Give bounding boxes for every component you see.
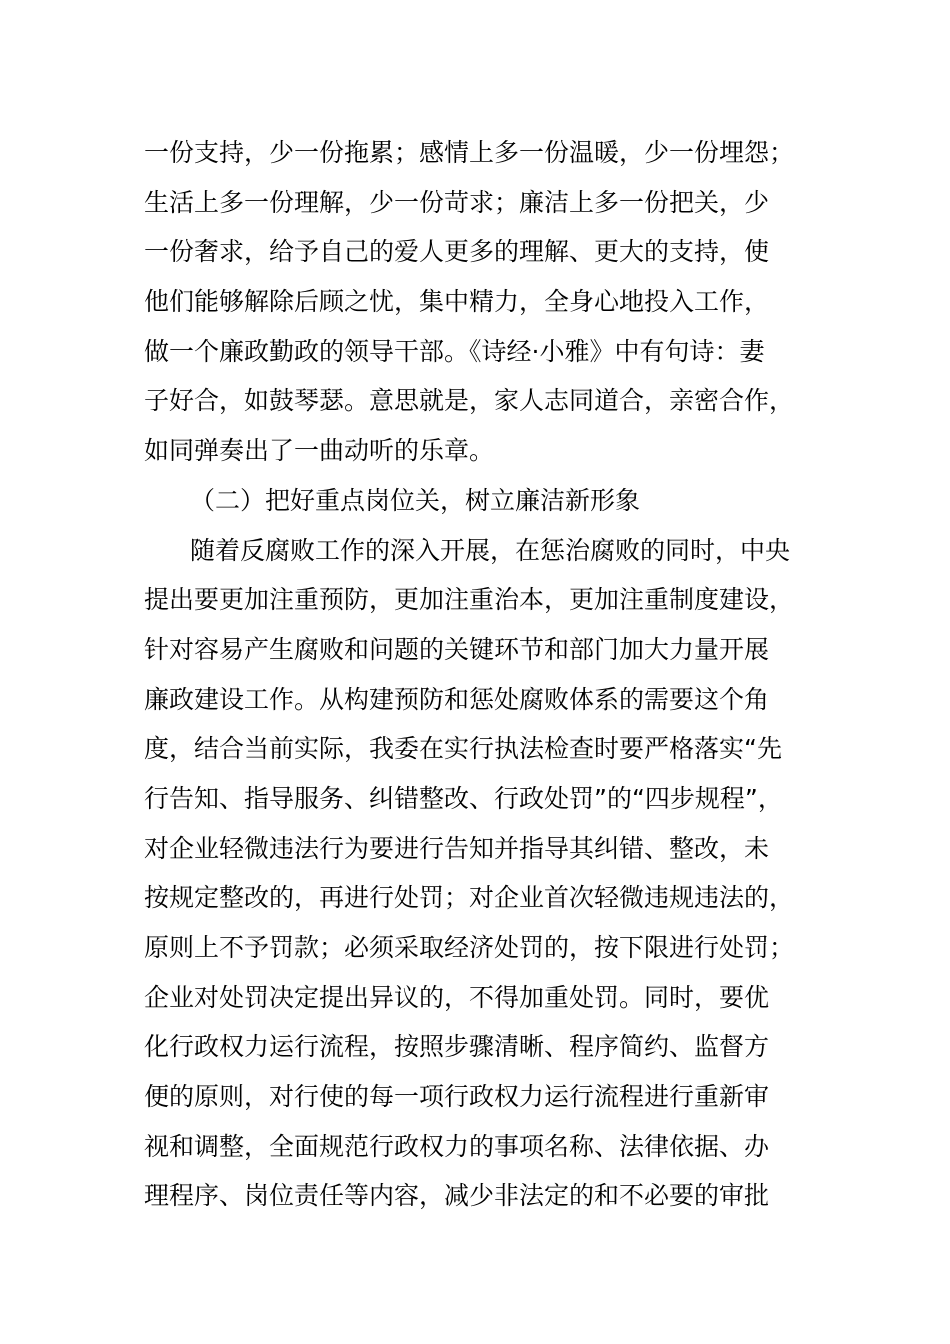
text-line: 企业对处罚决定提出异议的，不得加重处罚。同时，要优 (144, 982, 770, 1012)
text-line: 廉政建设工作。从构建预防和惩处腐败体系的需要这个角 (144, 684, 770, 714)
text-line: 度，结合当前实际，我委在实行执法检查时要严格落实“先 (144, 734, 782, 764)
text-line: 他们能够解除后顾之忧，集中精力，全身心地投入工作， (144, 287, 770, 317)
text-line: 做一个廉政勤政的领导干部。《诗经·小雅》中有句诗：妻 (144, 336, 765, 366)
text-line: 对企业轻微违法行为要进行告知并指导其纠错、整改，未 (144, 833, 770, 863)
section-heading: （二）把好重点岗位关，树立廉洁新形象 (190, 485, 641, 515)
text-line: 随着反腐败工作的深入开展，在惩治腐败的同时，中央 (190, 535, 791, 565)
body-text (144, 128, 824, 1221)
text-line: 原则上不予罚款；必须采取经济处罚的，按下限进行处罚； (144, 933, 795, 962)
text-line: 理程序、岗位责任等内容，减少非法定的和不必要的审批 (144, 1181, 770, 1211)
text-line: 化行政权力运行流程，按照步骤清晰、程序简约、监督方 (144, 1032, 770, 1062)
text-line: 视和调整，全面规范行政权力的事项名称、法律依据、办 (144, 1131, 770, 1161)
text-line: 生活上多一份理解，少一份苛求；廉洁上多一份把关，少 (144, 187, 770, 217)
text-line: 子好合，如鼓琴瑟。意思就是，家人志同道合，亲密合作， (144, 386, 795, 416)
text-line: 按规定整改的，再进行处罚；对企业首次轻微违规违法的， (144, 883, 795, 913)
text-line: 提出要更加注重预防，更加注重治本，更加注重制度建设， (144, 585, 795, 615)
text-line: 一份支持，少一份拖累；感情上多一份温暖，少一份埋怨； (144, 138, 795, 167)
text-line: 便的原则，对行使的每一项行政权力运行流程进行重新审 (144, 1082, 770, 1112)
text-line: 针对容易产生腐败和问题的关键环节和部门加大力量开展 (144, 634, 770, 664)
text-line: 行告知、指导服务、纠错整改、行政处罚”的“四步规程”， (144, 783, 783, 813)
text-line: 一份奢求，给予自己的爱人更多的理解、更大的支持，使 (144, 237, 770, 267)
text-line: 如同弹奏出了一曲动听的乐章。 (144, 436, 495, 466)
